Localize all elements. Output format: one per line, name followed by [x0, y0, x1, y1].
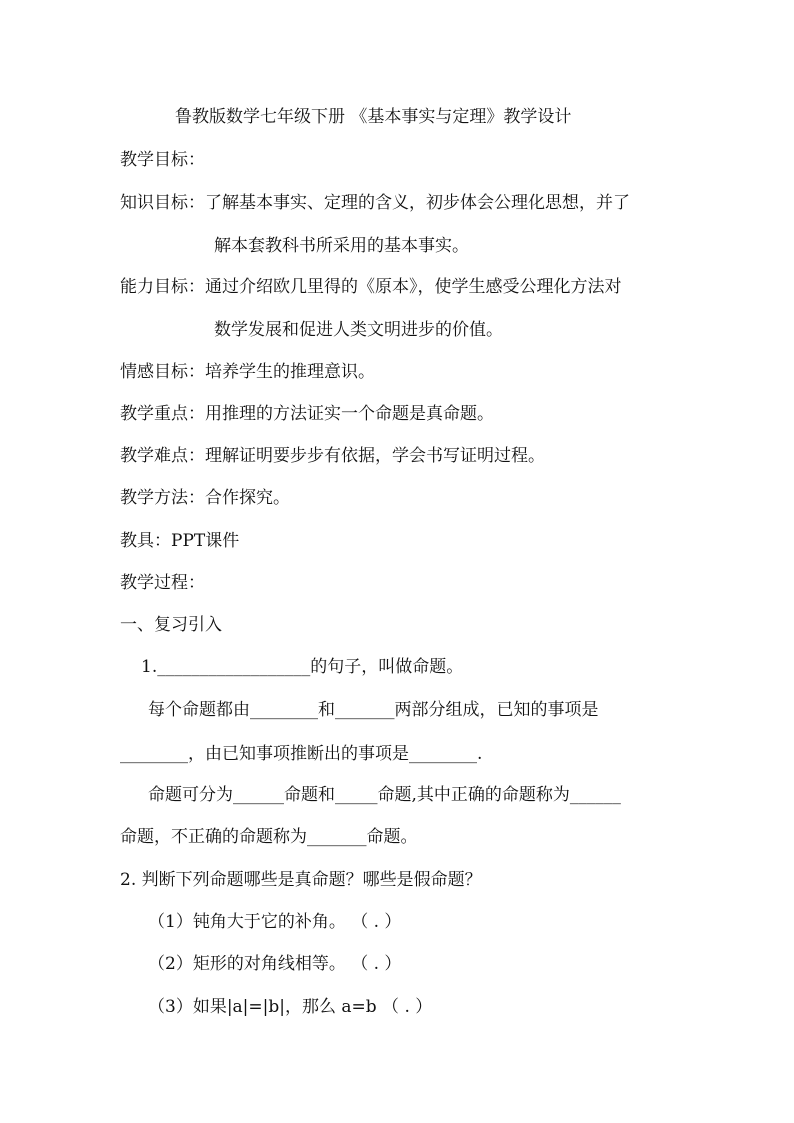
q1-line5: 命题，不正确的命题称为_______命题。: [120, 827, 418, 847]
teaching-method: 教学方法：合作探究。: [120, 488, 290, 508]
difficulty: 教学难点：理解证明要步步有依据，学会书写证明过程。: [120, 446, 545, 466]
objectives-heading: 教学目标：: [120, 150, 205, 170]
document-title: 鲁教版数学七年级下册 《基本事实与定理》教学设计: [175, 107, 572, 127]
process-heading: 教学过程：: [120, 573, 205, 593]
teaching-tools: 教具：PPT课件: [120, 531, 240, 551]
key-point: 教学重点：用推理的方法证实一个命题是真命题。: [120, 404, 494, 424]
q2-heading: 2. 判断下列命题哪些是真命题？哪些是假命题？: [120, 870, 482, 890]
section-review-intro: 一、复习引入: [120, 615, 222, 635]
q2-item: （3）如果|a|=|b|，那么 a=b （ . ）: [148, 997, 433, 1017]
q2-item: （2）矩形的对角线相等。 （ . ）: [148, 954, 402, 974]
ability-goal-line2: 数学发展和促进人类文明进步的价值。: [214, 320, 503, 340]
q1-line2: 每个命题都由________和_______两部分组成，已知的事项是: [148, 700, 599, 720]
knowledge-goal-line1: 知识目标：了解基本事实、定理的含义，初步体会公理化思想，并了: [120, 193, 630, 213]
q1-line3: ________，由已知事项推断出的事项是________.: [120, 744, 483, 764]
knowledge-goal-line2: 解本套教科书所采用的基本事实。: [214, 236, 469, 256]
q2-item: （1）钝角大于它的补角。 （ . ）: [148, 912, 402, 932]
ability-goal-line1: 能力目标：通过介绍欧几里得的《原本》，使学生感受公理化方法对: [120, 277, 622, 297]
emotion-goal: 情感目标：培养学生的推理意识。: [120, 362, 375, 382]
q1-line4: 命题可分为______命题和_____命题,其中正确的命题称为______: [148, 785, 621, 805]
q1-line1: 1.__________________的句子，叫做命题。: [141, 657, 464, 677]
